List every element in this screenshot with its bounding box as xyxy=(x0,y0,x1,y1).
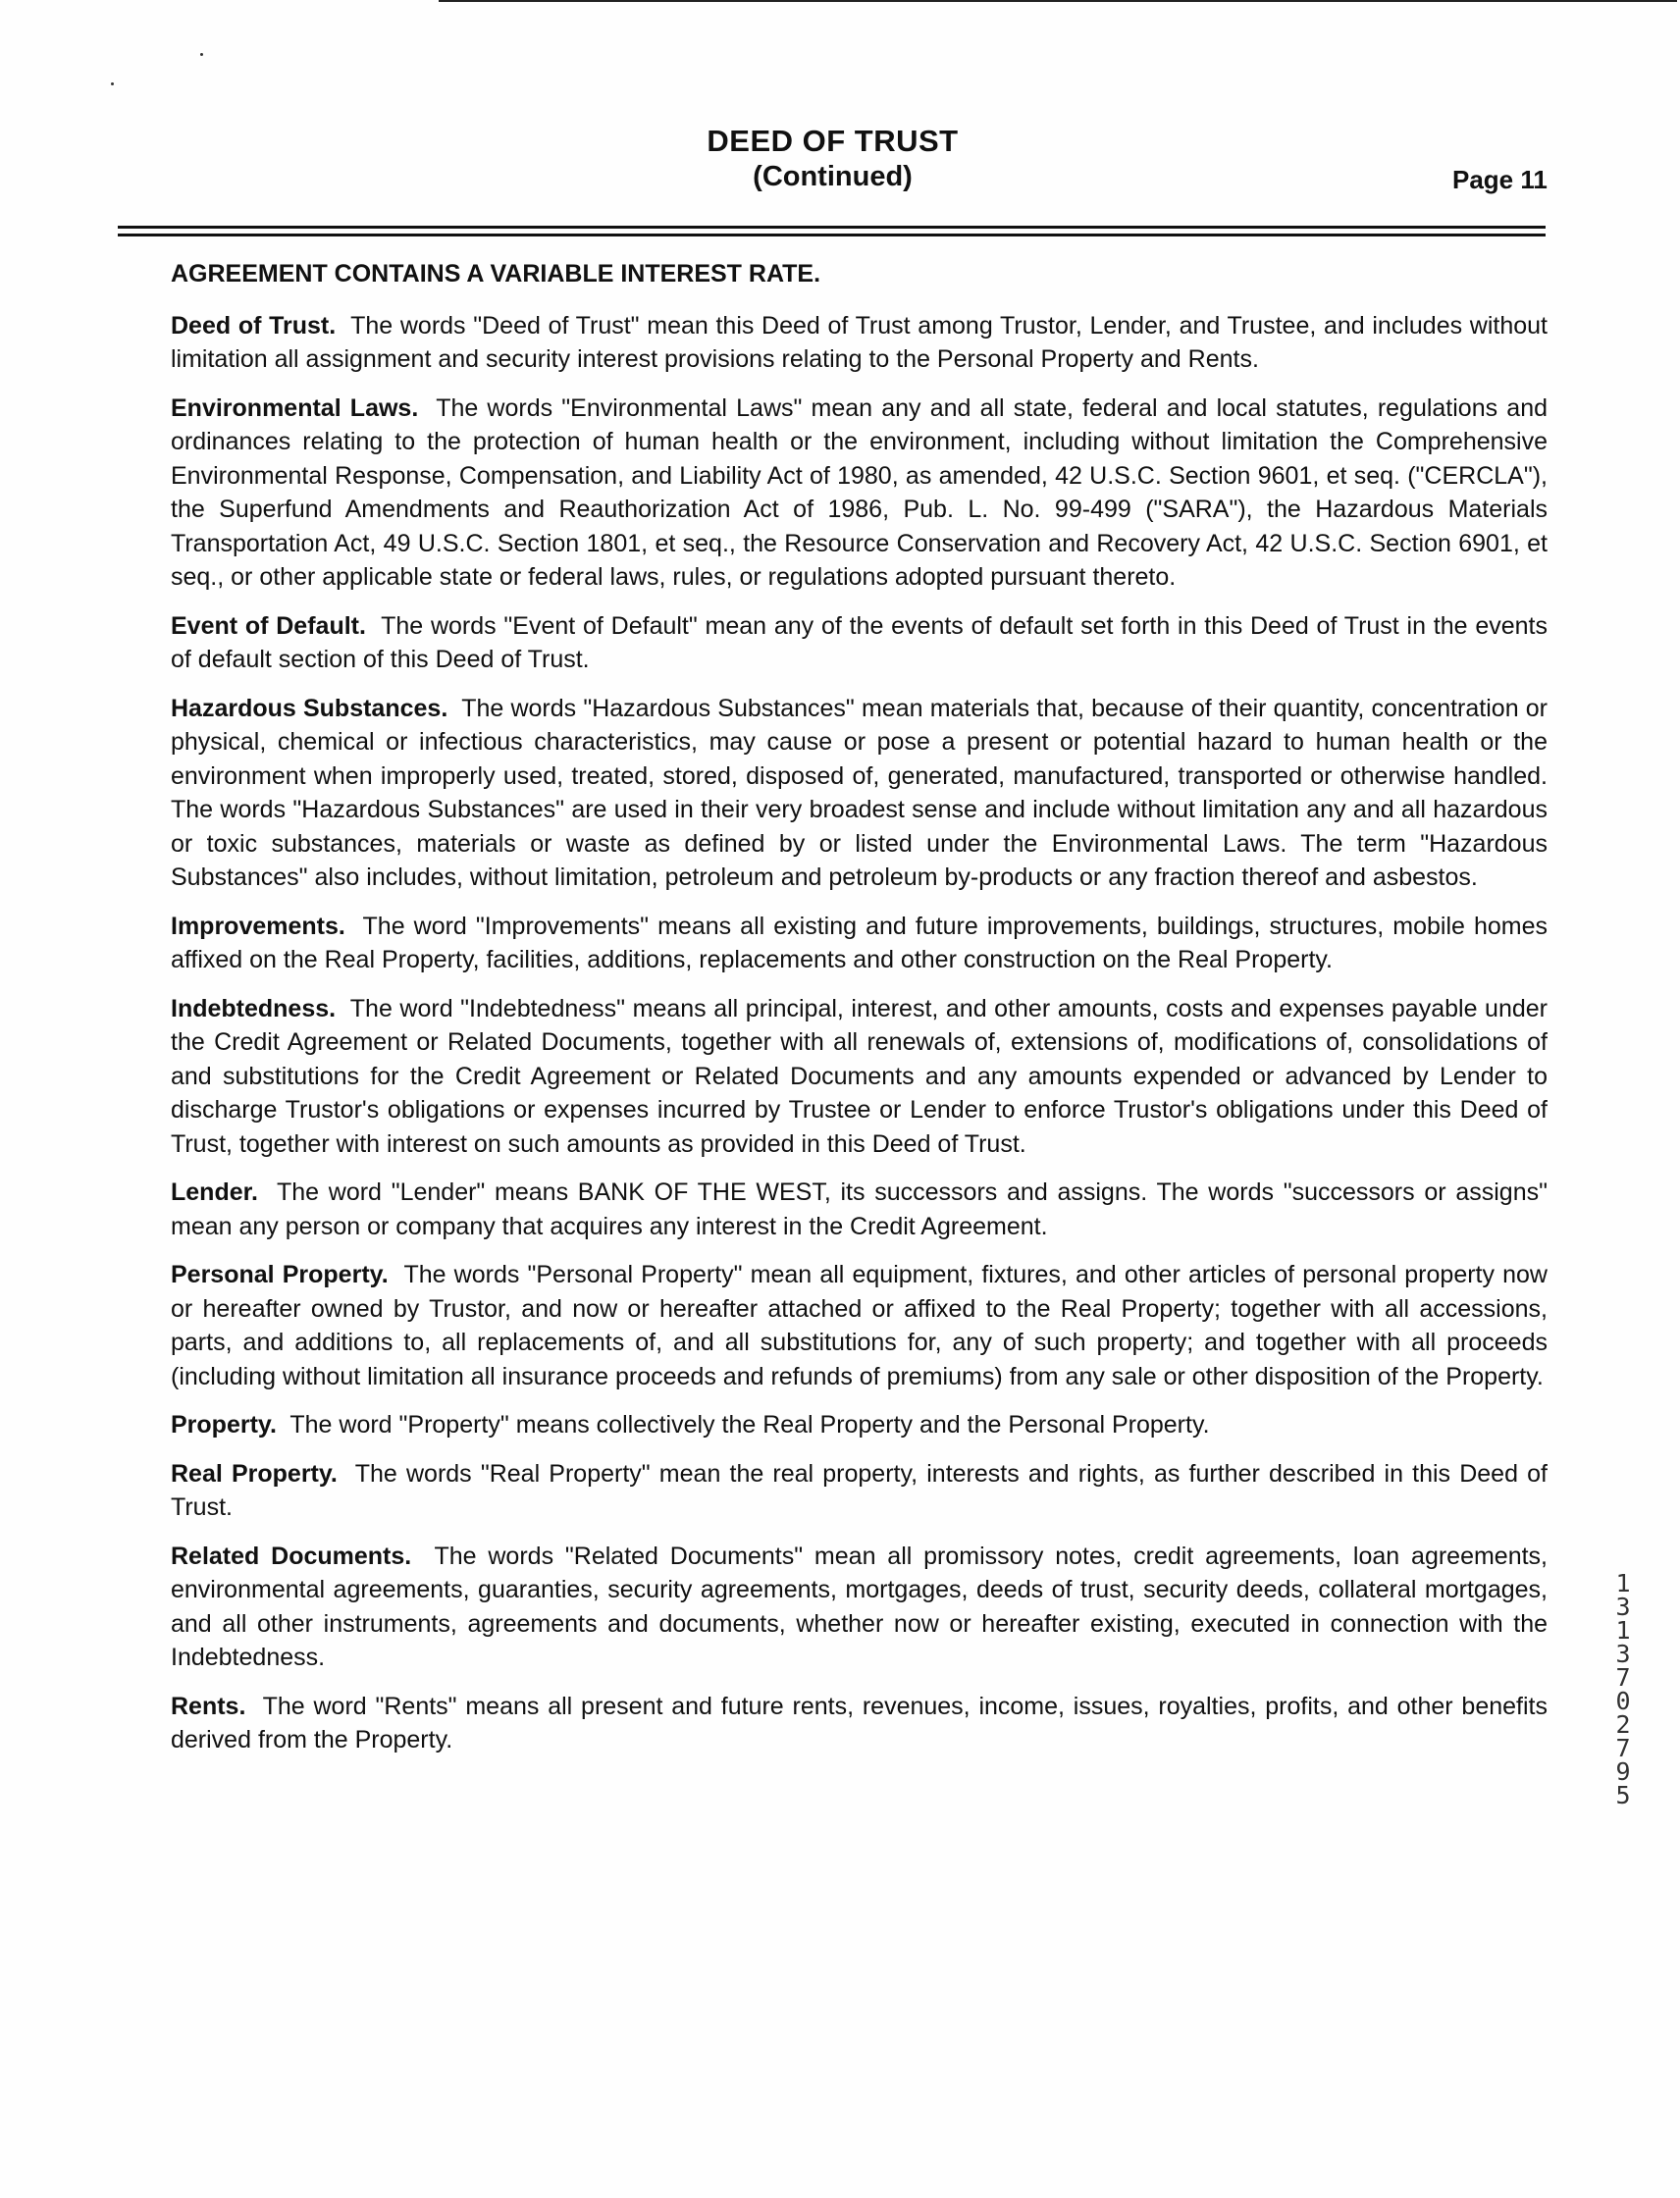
definition-term: Hazardous Substances. xyxy=(171,694,448,722)
definition-term: Property. xyxy=(171,1411,277,1439)
definition-environmental-laws xyxy=(171,392,1548,595)
header-rule-bottom xyxy=(118,234,1546,236)
document-header xyxy=(0,124,1680,194)
definition-rents xyxy=(171,1690,1548,1757)
definition-property xyxy=(171,1408,1548,1442)
header-rule-top xyxy=(118,226,1546,229)
definition-improvements xyxy=(171,910,1548,977)
definition-text: The words "Personal Property" mean all equipment, fixtures, and other articles of personal property now or hereafter owned by Trustor, and now or hereafter attached or affixed to the Real Property; together with all accessions, parts, and additions to, all replacements of, and all substitutions for, any of such property; and together with all proceeds (including without limitation all insurance proceeds and refunds of premiums) from any sale or other disposition of the Property. xyxy=(171,1261,1548,1390)
definition-text: The words "Real Property" mean the real property, interests and rights, as further described in this Deed of Trust. xyxy=(171,1459,1548,1521)
definition-text: The word "Indebtedness" means all principal, interest, and other amounts, costs and expenses payable under the Credit Agreement or Related Documents, together with all renewals of, extensions of, modifications of, consolidations of and substitutions for the Credit Agreement or Related Documents and any amounts expended or advanced by Lender to discharge Trustor's obligations or expenses incurred by Trustee or Lender to enforce Trustor's obligations under this Deed of Trust, together with interest on such amounts as provided in this Deed of Trust. xyxy=(171,994,1548,1158)
scan-speck xyxy=(200,53,203,56)
document-subtitle: (Continued) xyxy=(753,161,913,192)
definition-term: Improvements. xyxy=(171,912,345,940)
definition-hazardous-substances xyxy=(171,692,1548,895)
recording-number-stamp: 13137 02795 xyxy=(1615,1569,1631,1809)
definition-text: The words "Environmental Laws" mean any and all state, federal and local statutes, regulations and ordinances relating to the protection of human health or the environment, including without limitation the Comprehensive Environmental Response, Compensation, and Liability Act of 1980, as amended, 42 U.S.C. Section 9601, et seq. ("CERCLA"), the Superfund Amendments and Reauthorization Act of 1986, Pub. L. No. 99-499 ("SARA"), the Hazardous Materials Transportation Act, 49 U.S.C. Section 1801, et seq., the Resource Conservation and Recovery Act, 42 U.S.C. Section 6901, et seq., or other applicable state or federal laws, rules, or regulations adopted pursuant thereto. xyxy=(171,393,1548,591)
document-title: DEED OF TRUST xyxy=(707,124,959,158)
definition-term: Indebtedness. xyxy=(171,994,337,1022)
definition-text: The words "Hazardous Substances" mean materials that, because of their quantity, concentration or physical, chemical or infectious characteristics, may cause or pose a present or potential hazard to human health or the environment when improperly used, treated, stored, disposed of, generated, manufactured, transported or otherwise handled. The words "Hazardous Substances" are used in their very broadest sense and include without limitation any and all hazardous or toxic substances, materials or waste as defined by or listed under the Environmental Laws. The term "Hazardous Substances" also includes, without limitation, petroleum and petroleum by-products or any fraction thereof and asbestos. xyxy=(171,694,1549,891)
definition-term: Personal Property. xyxy=(171,1261,389,1288)
definition-term: Real Property. xyxy=(171,1459,338,1488)
definition-text: The words "Related Documents" mean all promissory notes, credit agreements, loan agreements, environmental agreements, guaranties, security agreements, mortgages, deeds of trust, security deeds, collateral mortgages, and all other instruments, agreements and documents, whether now or hereafter existing, executed in connection with the Indebtedness. xyxy=(171,1542,1549,1671)
definition-term: Environmental Laws. xyxy=(171,393,419,422)
definition-text: The words "Deed of Trust" mean this Deed of Trust among Trustor, Lender, and Trustee, and includes without limitation all assignment and security interest provisions relating to the Personal Property and Rents. xyxy=(171,311,1548,373)
definition-real-property xyxy=(171,1457,1548,1525)
definition-term: Rents. xyxy=(171,1692,246,1720)
definition-event-of-default xyxy=(171,609,1548,677)
definition-term: Event of Default. xyxy=(171,611,366,640)
definitions-body xyxy=(171,257,1548,1772)
definition-term: Related Documents. xyxy=(171,1542,412,1570)
definition-text: The word "Property" means collectively the Real Property and the Personal Property. xyxy=(289,1411,1210,1439)
definition-indebtedness xyxy=(171,992,1548,1162)
variable-rate-notice: AGREEMENT CONTAINS A VARIABLE INTEREST RATE. xyxy=(171,260,821,288)
top-edge-rule xyxy=(439,0,1677,2)
definition-text: The word "Lender" means BANK OF THE WEST, its successors and assigns. The words "successors or assigns" mean any person or company that acquires any interest in the Credit Agreement. xyxy=(171,1178,1548,1240)
definition-deed-of-trust xyxy=(171,309,1548,377)
scan-speck xyxy=(111,82,114,85)
definition-text: The word "Rents" means all present and future rents, revenues, income, issues, royalties, profits, and other benefits derived from the Property. xyxy=(171,1692,1548,1753)
page-number: Page 11 xyxy=(1452,165,1548,194)
definition-term: Lender. xyxy=(171,1178,258,1206)
definition-text: The word "Improvements" means all existing and future improvements, buildings, structures, mobile homes affixed on the Real Property, facilities, additions, replacements and other construction on the Real Property. xyxy=(171,912,1548,973)
definition-related-documents xyxy=(171,1540,1548,1675)
definition-personal-property xyxy=(171,1258,1548,1393)
definition-term: Deed of Trust. xyxy=(171,311,337,340)
definition-lender xyxy=(171,1176,1548,1243)
definition-text: The words "Event of Default" mean any of the events of default set forth in this Deed of Trust in the events of default section of this Deed of Trust. xyxy=(171,611,1548,673)
